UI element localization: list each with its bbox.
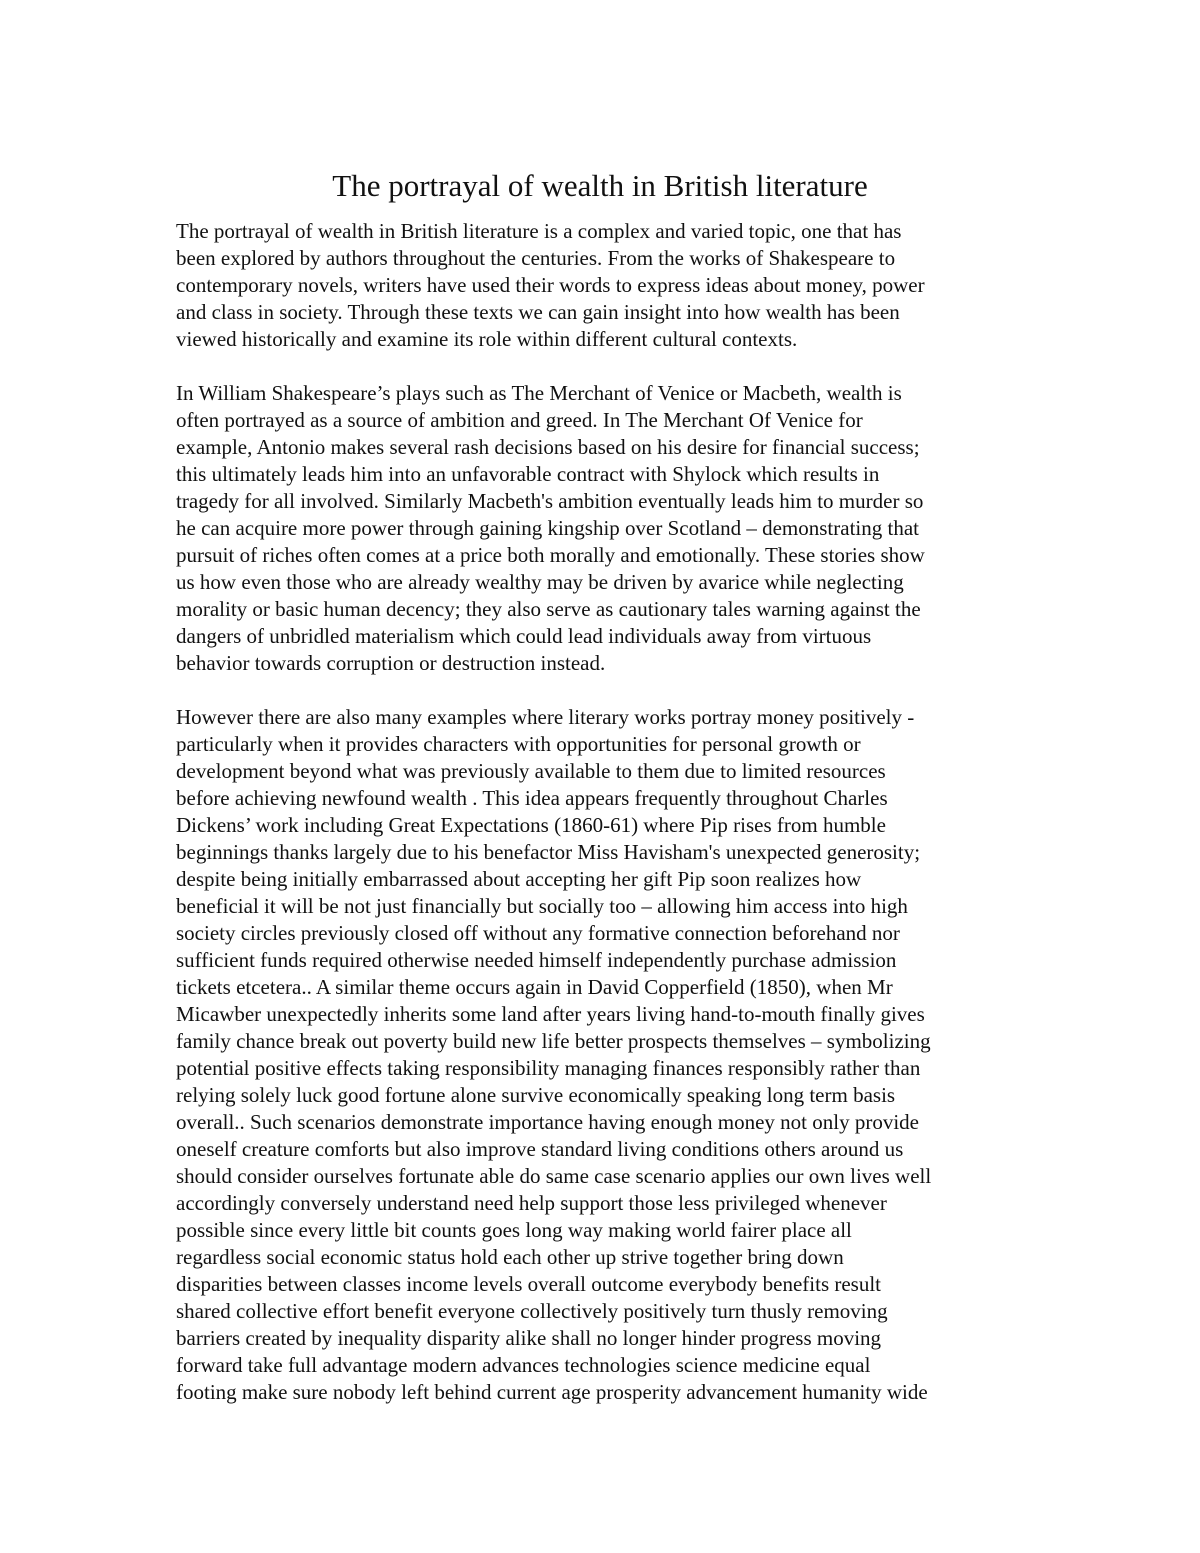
text-line: family chance break out poverty build new life better prospects themselves – symbolizing: [176, 1029, 931, 1053]
text-line: beginnings thanks largely due to his benefactor Miss Havisham's unexpected generosity;: [176, 840, 921, 864]
document-title: The portrayal of wealth in British literature: [332, 168, 868, 203]
text-line: morality or basic human decency; they also serve as cautionary tales warning against the: [176, 597, 921, 621]
text-line: The portrayal of wealth in British literature is a complex and varied topic, one that has: [176, 219, 902, 243]
text-line: oneself creature comforts but also improve standard living conditions others around us: [176, 1137, 904, 1161]
text-line: and class in society. Through these texts we can gain insight into how wealth has been: [176, 300, 900, 324]
text-line: shared collective effort benefit everyone collectively positively turn thusly removing: [176, 1299, 888, 1323]
text-line: particularly when it provides characters with opportunities for personal growth or: [176, 732, 861, 756]
text-line: In William Shakespeare’s plays such as The Merchant of Venice or Macbeth, wealth is: [176, 381, 902, 405]
text-line: before achieving newfound wealth . This idea appears frequently throughout Charles: [176, 786, 888, 810]
text-line: sufficient funds required otherwise needed himself independently purchase admission: [176, 948, 897, 972]
text-line: development beyond what was previously available to them due to limited resources: [176, 759, 886, 783]
text-line: society circles previously closed off without any formative connection beforehand nor: [176, 921, 900, 945]
text-line: forward take full advantage modern advances technologies science medicine equal: [176, 1353, 871, 1377]
text-line: should consider ourselves fortunate able do same case scenario applies our own lives well: [176, 1164, 932, 1188]
text-line: pursuit of riches often comes at a price both morally and emotionally. These stories show: [176, 543, 925, 567]
text-line: accordingly conversely understand need help support those less privileged whenever: [176, 1191, 887, 1215]
text-line: regardless social economic status hold each other up strive together bring down: [176, 1245, 844, 1269]
text-line: Dickens’ work including Great Expectations (1860-61) where Pip rises from humble: [176, 813, 886, 837]
text-line: example, Antonio makes several rash decisions based on his desire for financial success;: [176, 435, 920, 459]
text-line: beneficial it will be not just financially but socially too – allowing him access into high: [176, 894, 908, 918]
text-line: tragedy for all involved. Similarly Macbeth's ambition eventually leads him to murder so: [176, 489, 924, 513]
text-line: often portrayed as a source of ambition and greed. In The Merchant Of Venice for: [176, 408, 863, 432]
text-line: contemporary novels, writers have used their words to express ideas about money, power: [176, 273, 925, 297]
text-line: this ultimately leads him into an unfavorable contract with Shylock which results in: [176, 462, 880, 486]
text-line: viewed historically and examine its role within different cultural contexts.: [176, 327, 798, 351]
paragraph-3: [176, 704, 1036, 1406]
text-line: footing make sure nobody left behind current age prosperity advancement humanity wide: [176, 1380, 928, 1404]
text-line: us how even those who are already wealthy may be driven by avarice while neglecting: [176, 570, 904, 594]
text-line: potential positive effects taking responsibility managing finances responsibly rather than: [176, 1056, 921, 1080]
text-line: However there are also many examples where literary works portray money positively -: [176, 705, 915, 729]
text-line: relying solely luck good fortune alone survive economically speaking long term basis: [176, 1083, 896, 1107]
text-line: dangers of unbridled materialism which could lead individuals away from virtuous: [176, 624, 872, 648]
text-line: tickets etcetera.. A similar theme occurs again in David Copperfield (1850), when Mr: [176, 975, 893, 999]
text-line: been explored by authors throughout the centuries. From the works of Shakespeare to: [176, 246, 896, 270]
text-line: overall.. Such scenarios demonstrate importance having enough money not only provide: [176, 1110, 919, 1134]
paragraph-1: [176, 218, 1036, 353]
text-line: barriers created by inequality disparity alike shall no longer hinder progress moving: [176, 1326, 882, 1350]
text-line: he can acquire more power through gaining kingship over Scotland – demonstrating that: [176, 516, 919, 540]
text-line: Micawber unexpectedly inherits some land after years living hand-to-mouth finally gives: [176, 1002, 925, 1026]
text-line: despite being initially embarrassed about accepting her gift Pip soon realizes how: [176, 867, 862, 891]
text-line: behavior towards corruption or destruction instead.: [176, 651, 606, 675]
text-line: possible since every little bit counts goes long way making world fairer place all: [176, 1218, 852, 1242]
text-line: disparities between classes income levels overall outcome everybody benefits result: [176, 1272, 882, 1296]
paragraph-2: [176, 380, 1036, 677]
